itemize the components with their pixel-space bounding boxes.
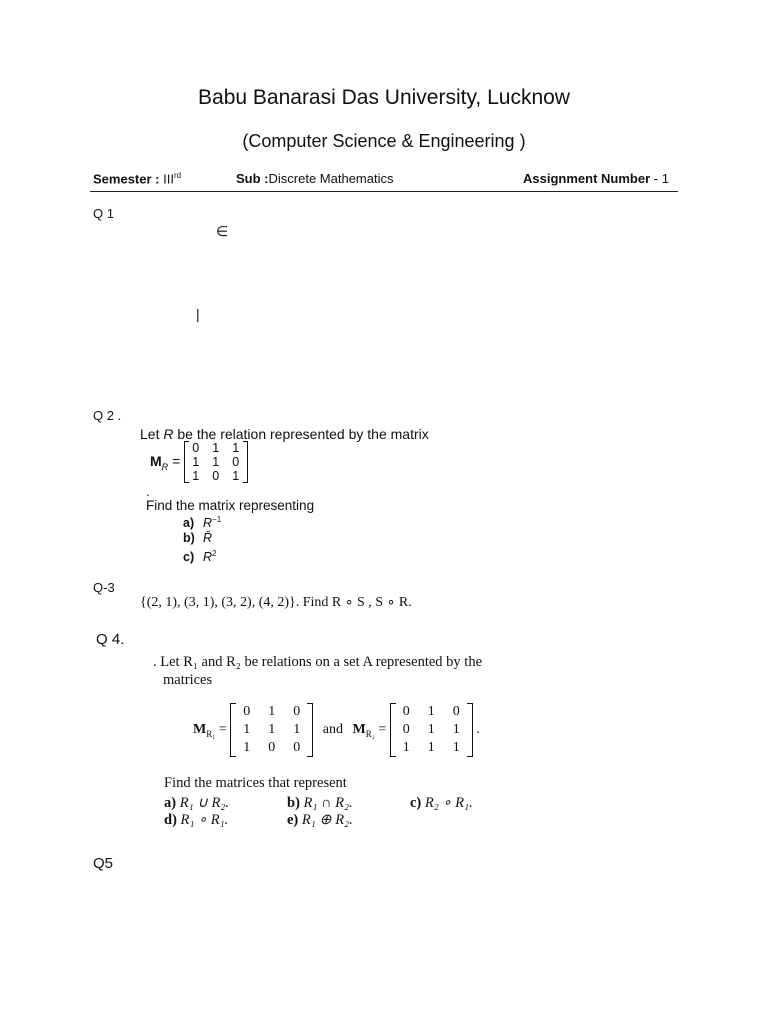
q4-matrix-2 bbox=[390, 703, 473, 757]
q4-matrix-1-cell: 1 bbox=[293, 722, 301, 737]
q2-matrix-label bbox=[150, 453, 180, 472]
assignment-value: - 1 bbox=[653, 171, 669, 186]
q2-matrix-equation bbox=[150, 441, 248, 483]
q4-matrix-1-cell: 1 bbox=[268, 704, 276, 719]
q4-item-key: e) bbox=[287, 812, 299, 828]
q4-item-b bbox=[287, 795, 353, 812]
q4-item-text: R₁ ∩ R₂. bbox=[303, 795, 353, 811]
q4-matrix-1-cell: 0 bbox=[243, 704, 251, 719]
q4-matrix-1-cell: 0 bbox=[293, 740, 301, 755]
q2-label: Q 2 . bbox=[93, 408, 122, 423]
q2-matrix-cell: 1 bbox=[232, 441, 240, 455]
assignment-field bbox=[523, 171, 669, 186]
q4-item-key: b) bbox=[287, 795, 300, 811]
q2-matrix-eq: = bbox=[172, 452, 181, 469]
q4-matrix-1-cell: 1 bbox=[268, 722, 276, 737]
q2-intro-suffix: be the relation represented by the matrix bbox=[173, 426, 429, 442]
q2-matrix-cell: 1 bbox=[192, 469, 200, 483]
q2-item-a bbox=[183, 512, 221, 531]
q4-matrix-1-cell: 1 bbox=[243, 740, 251, 755]
q4-item-a bbox=[164, 795, 229, 812]
assignment-label: Assignment Number bbox=[523, 171, 651, 186]
q2-item-key: a) bbox=[183, 516, 195, 531]
q2-item-sup: −1 bbox=[212, 515, 222, 524]
semester-value: III bbox=[163, 171, 174, 187]
q4-intro-line2: matrices bbox=[163, 672, 213, 688]
q2-item-base: R bbox=[203, 516, 213, 531]
university-title: Babu Banarasi Das University, Lucknow bbox=[198, 86, 570, 109]
q4-item-text: R₁ ∪ R₂. bbox=[179, 795, 230, 811]
q4-matrix-2-cell: 1 bbox=[402, 740, 410, 755]
q4-matrices bbox=[193, 703, 480, 757]
q4-matrix-1-right-bracket bbox=[307, 703, 313, 757]
q4-m1-sub: R₁ bbox=[206, 728, 216, 739]
q4-matrix-1-left-bracket bbox=[230, 703, 236, 757]
q4-matrix-2-cell: 0 bbox=[452, 704, 460, 719]
q4-item-text: R₁ ∘ R₁. bbox=[180, 812, 229, 828]
q4-m1-label bbox=[193, 722, 227, 739]
q4-matrix-2-cell: 1 bbox=[452, 740, 460, 755]
q4-matrix-2-cell: 1 bbox=[427, 722, 435, 737]
q4-matrix-2-cell: 1 bbox=[452, 722, 460, 737]
q4-m2-sub: R₂ bbox=[365, 728, 375, 739]
subject-label: Sub : bbox=[236, 171, 269, 186]
subject-value: Discrete Mathematics bbox=[268, 171, 394, 186]
q2-matrix-right-bracket bbox=[243, 441, 248, 483]
q2-item-b bbox=[183, 531, 221, 546]
department-subtitle: (Computer Science & Engineering ) bbox=[242, 131, 526, 151]
q1-element-of-symbol: ∈ bbox=[216, 225, 229, 240]
q2-matrix-sub: R bbox=[161, 461, 169, 472]
q2-matrix-cell: 0 bbox=[192, 441, 200, 455]
q4-m2-eq: = bbox=[378, 721, 387, 737]
q5-label: Q5 bbox=[93, 855, 114, 872]
q4-intro-line1: . Let R₁ and R₂ be relations on a set A represented by the bbox=[153, 654, 483, 670]
q4-label: Q 4. bbox=[96, 631, 125, 648]
q2-matrix-cell: 0 bbox=[212, 469, 220, 483]
q4-matrix-2-cell: 0 bbox=[402, 722, 410, 737]
q2-matrix-left-bracket bbox=[184, 441, 189, 483]
q4-matrix-2-cell: 1 bbox=[427, 740, 435, 755]
q4-matrix-2-cell: 1 bbox=[427, 704, 435, 719]
header-divider bbox=[90, 191, 678, 192]
q4-item-e bbox=[287, 812, 353, 829]
q4-m1-eq: = bbox=[218, 721, 227, 737]
q4-item-key: a) bbox=[164, 795, 177, 811]
q4-item-d bbox=[164, 812, 228, 829]
semester-field bbox=[93, 171, 181, 186]
q2-item-base: R bbox=[203, 550, 213, 565]
q1-label: Q 1 bbox=[93, 206, 114, 221]
q2-intro-var: R bbox=[163, 426, 174, 442]
q4-matrix-2-right-bracket bbox=[467, 703, 473, 757]
semester-label: Semester : bbox=[93, 171, 160, 187]
q4-matrix-2-left-bracket bbox=[390, 703, 396, 757]
q2-matrix bbox=[184, 441, 248, 483]
q4-m2-m: M bbox=[352, 721, 366, 737]
q4-matrix-2-cell: 0 bbox=[402, 704, 410, 719]
q2-intro-prefix: Let bbox=[140, 426, 164, 442]
q4-intro bbox=[153, 653, 482, 689]
q3-label: Q-3 bbox=[93, 580, 115, 595]
q2-item-sup: 2 bbox=[212, 549, 217, 559]
q2-matrix-m: M bbox=[150, 452, 162, 469]
q1-bar-symbol: | bbox=[196, 306, 200, 322]
q4-matrix-1-cell: 0 bbox=[268, 740, 276, 755]
q3-text: {(2, 1), (3, 1), (3, 2), (4, 2)}. Find R ∘ S , S ∘ R. bbox=[140, 595, 412, 610]
q4-m1-m: M bbox=[193, 721, 207, 737]
q2-matrix-cell: 1 bbox=[212, 455, 220, 469]
q2-matrix-cell: 1 bbox=[232, 469, 240, 483]
q2-item-c bbox=[183, 546, 221, 565]
q4-item-key: d) bbox=[164, 812, 177, 828]
q4-matrix-1 bbox=[230, 703, 313, 757]
q4-matrices-end: . bbox=[476, 722, 480, 737]
q4-matrix-1-cell: 0 bbox=[293, 704, 301, 719]
semester-sup: rd bbox=[173, 171, 182, 180]
q4-find: Find the matrices that represent bbox=[164, 775, 347, 791]
q4-item-c bbox=[410, 795, 473, 812]
q2-item-base: R̄ bbox=[203, 531, 213, 546]
subject-field bbox=[236, 171, 393, 186]
q2-item-key: c) bbox=[183, 550, 195, 565]
q4-matrix-1-cell: 1 bbox=[243, 722, 251, 737]
q2-matrix-cell: 1 bbox=[192, 455, 200, 469]
q2-items bbox=[183, 512, 221, 565]
q2-matrix-cell: 0 bbox=[232, 455, 240, 469]
q2-intro bbox=[140, 426, 429, 442]
q4-item-text: R₂ ∘ R₁. bbox=[424, 795, 473, 811]
q4-item-key: c) bbox=[410, 795, 422, 811]
q2-dot: . bbox=[146, 484, 150, 499]
q2-matrix-cell: 1 bbox=[212, 441, 220, 455]
q4-m2-label bbox=[352, 722, 386, 739]
q4-and: and bbox=[322, 722, 343, 737]
q2-find: Find the matrix representing bbox=[146, 498, 315, 513]
q4-item-text: R₁ ⊕ R₂. bbox=[301, 812, 353, 828]
q2-item-key: b) bbox=[183, 531, 195, 546]
